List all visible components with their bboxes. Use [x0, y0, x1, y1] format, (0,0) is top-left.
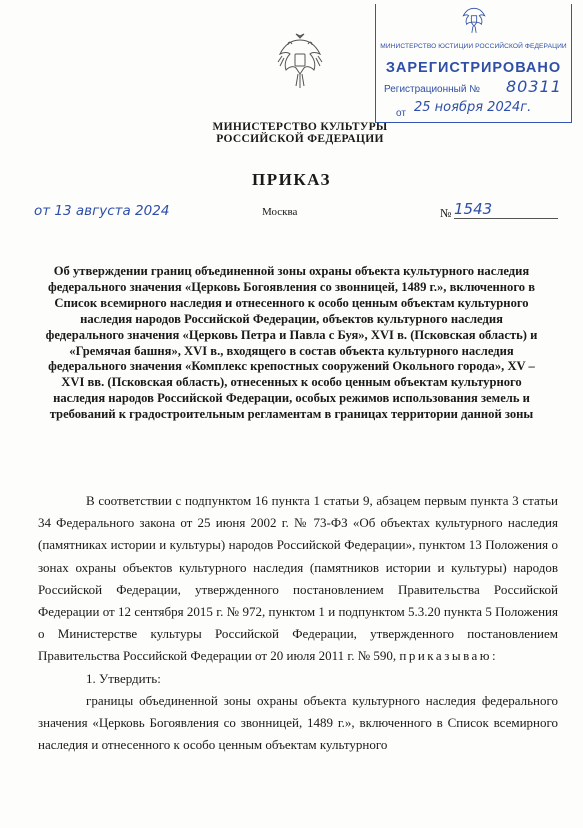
stamp-reg-number: 80311	[506, 77, 562, 96]
stamp-reg-date: 25 ноября 2024г.	[414, 100, 532, 115]
order-date-value: 13 августа 2024	[54, 203, 170, 219]
order-date	[34, 203, 169, 223]
order-heading: Об утверждении границ объединенной зоны охраны объекта культурного наследия федерального значения «Церковь Богоявления со звонницей, 1489 г.», включенного в Список всемирного наследия и отнесенного к особо ценным объектам культурного наследия народов Российской Федерации, объектов культурного наследия федерального значения «Церковь Петра и Павла с Буя», XVI в. (Псковская область) и «Гремячая башня», XVI в., входящего в состав объекта культурного наследия федерального значения «Комплекс крепостных сооружений Окольного города», XV – XVI вв. (Псковская область), отнесенных к особо ценным объектам культурного наследия народов Российской Федерации, особых режимов использования земель и требований к градостроительным регламентам в границах территории данной зоны	[45, 264, 538, 422]
ministry-name-line1: МИНИСТЕРСТВО КУЛЬТУРЫ	[212, 121, 388, 133]
order-number-label: №	[440, 206, 452, 220]
document-type-title: ПРИКАЗ	[252, 170, 331, 189]
order-body	[38, 490, 558, 756]
stamp-ministry-name: МИНИСТЕРСТВО ЮСТИЦИИ РОССИЙСКОЙ ФЕДЕРАЦИИ	[380, 43, 567, 50]
order-number: 1543	[454, 200, 493, 218]
stamp-registered-label: ЗАРЕГИСТРИРОВАНО	[385, 60, 562, 76]
point-1: 1. Утвердить:	[86, 670, 161, 686]
coat-of-arms-emblem	[276, 32, 324, 92]
registration-stamp	[375, 4, 572, 123]
order-verb: приказываю:	[399, 648, 499, 664]
preamble-text: В соответствии с подпунктом 16 пункта 1 статьи 9, абзацем первым пункта 3 статьи 34 Федерального закона от 25 июня 2002 г. № 73-ФЗ «Об объектах культурного наследия (памятниках истории и культуры) народов Российской Федерации», пунктом 13 Положения о зонах охраны объектов культурного наследия (памятников истории и культуры) народов Российской Федерации, утвержденного постановлением Правительства Российской Федерации от 12 сентября 2015 г. № 972, пунктом 1 и подпунктом 5.3.20 пункта 5 Положения о Министерстве культуры Российской Федерации, утвержденного постановлением Правительства Российской Федерации от 20 июля 2011 г. № 590,	[38, 493, 558, 664]
stamp-date-label: от	[396, 108, 406, 119]
point-1-text: границы объединенной зоны охраны объекта культурного наследия федерального значения «Церковь Богоявления со звонницей, 1489 г.», включенного в Список всемирного наследия и отнесенного к особо ценным объектам культурного	[38, 692, 558, 753]
order-number-underline	[454, 218, 558, 219]
order-date-prefix: от	[34, 203, 51, 219]
stamp-reg-number-label: Регистрационный №	[384, 84, 480, 95]
stamp-emblem-icon	[461, 4, 487, 36]
order-city: Москва	[262, 206, 298, 218]
ministry-name-line2: РОССИЙСКОЙ ФЕДЕРАЦИИ	[216, 133, 384, 145]
preamble-paragraph	[38, 490, 558, 668]
